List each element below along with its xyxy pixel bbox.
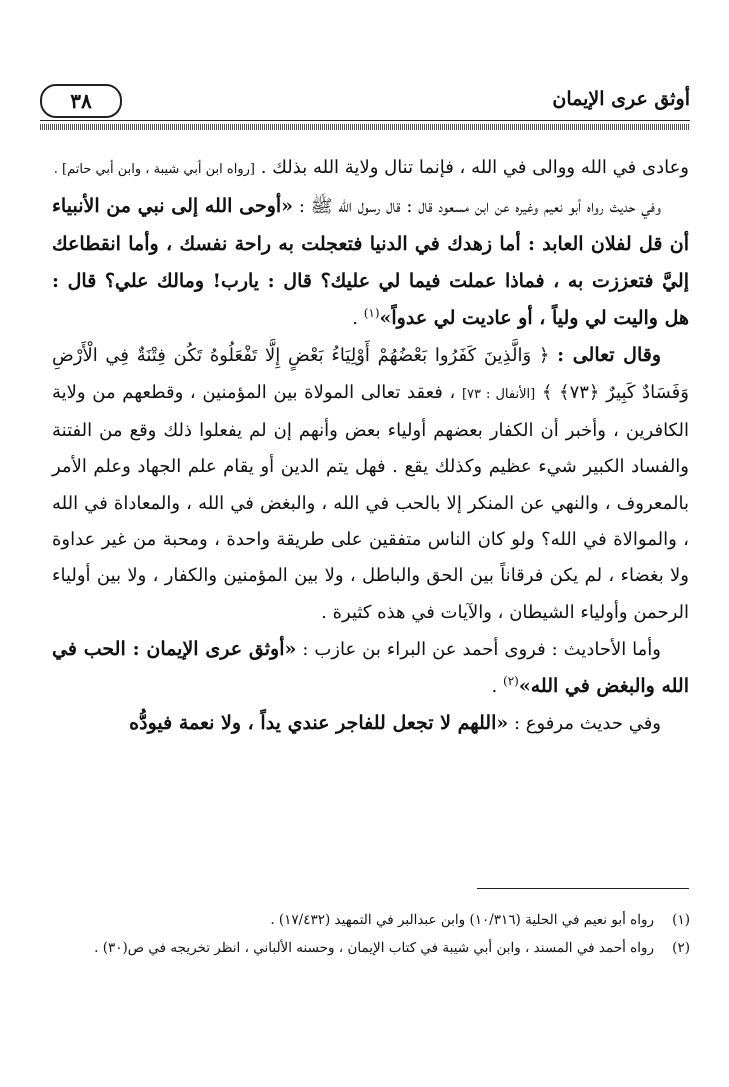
body-text [52,150,689,743]
footnote-ref-1[interactable]: (١) [363,306,380,321]
paragraph-text: ، فعقد تعالى المولاة بين المؤمنين ، وقطعهم من ولاية الكافرين ، وأخبر أن الكفار بعضهم أولياء بعض وأنهم إن لم يفعلوا ذلك وقع من الفتنة والفساد الكبير شيء عظيم وكذلك يقع . فهل يتم الدين أو يقام علم الجهاد وعلم الأمر بالمعروف ، والنهي عن المنكر إلا بالحب في الله ، والبغض في الله ، والمعاداة في الله ، والموالاة في الله؟ ولو كان الناس متفقين على طريقة واحدة ، ومحبة من غير عداوة ولا بغضاء ، لم يكن فرقاناً بين الحق والباطل ، ولا بين المؤمنين والكفار ، ولا بين أولياء الرحمن وأولياء الشيطان ، والآيات في هذه كثيرة . [52,381,689,623]
hadith-intro: وأما الأحاديث : فروى أحمد عن البراء بن عازب : [302,638,661,660]
sentence-end: . [352,308,358,330]
paragraph-text: وعادى في الله ووالى في الله ، فإنما تنال ولاية الله بذلك . [260,157,689,178]
sentence-end: . [491,676,498,698]
footnote-mark: (١) [672,912,690,928]
footnote-2 [50,936,690,960]
hadith-quote: «أوحى الله إلى نبي من الأنبياء أن قل لفلان العابد : أما زهدك في الدنيا فتعجلت به راحة نفسك ، وأما انقطاعك إليَّ فتعززت به ، فماذا عملت فيما لي عليك؟ قال : يارب! ومالك علي؟ قال : هل واليت لي ولياً ، أو عاديت لي عدواً» [52,195,689,330]
footnote-mark: (٢) [672,940,690,956]
footnote-text: رواه أحمد في المسند ، وابن أبي شيبة في كتاب الإيمان ، وحسنه الألباني ، انظر تخريجه في ص(٣٠) . [94,940,654,956]
paragraph-2 [52,188,689,337]
header-rule [40,120,690,121]
hadith-intro: وفي حديث رواه أبو نعيم وغيره عن ابن مسعود قال : قال رسول الله ﷺ : [298,196,661,218]
hadith-intro: وفي حديث مرفوع : [513,713,661,735]
page-header [40,80,690,120]
quran-verse: ﴿ وَالَّذِينَ كَفَرُوا بَعْضُهُمْ أَوْلِيَاءُ بَعْضٍ إِلَّا تَفْعَلُوهُ تَكُن فِتْنَةٌ فِي الْأَرْضِ وَفَسَادٌ كَبِيرٌ ﴿٧٣﴾ ﴾ [52,345,689,403]
paragraph-lead: وقال تعالى : [557,344,661,367]
page-number: ٣٨ [40,84,122,118]
running-title: أوثق عرى الإيمان [552,88,690,110]
footnote-ref-2[interactable]: (٢) [503,674,519,689]
hadith-quote: «اللهم لا تجعل للفاجر عندي يداً ، ولا نعمة فيودُّه [129,712,509,735]
paragraph-1 [52,150,689,188]
footnote-separator [477,888,689,889]
footnotes [50,908,690,964]
footnote-text: رواه أبو نعيم في الحلية (١٠/٣١٦) وابن عبدالبر في التمهيد (١٧/٤٣٢) . [270,912,654,928]
header-hatched-band [40,124,690,130]
verse-reference: [الأنفال : ٧٣] [461,386,536,402]
paragraph-4 [52,631,689,706]
hadith-quote: «أوثق عرى الإيمان : الحب في الله والبغض في الله» [52,637,689,698]
paragraph-3 [52,337,689,630]
footnote-1 [50,908,690,932]
paragraph-5 [52,705,689,742]
source-reference: [رواه ابن أبي شيبة ، وابن أبي حاتم] . [53,162,255,177]
